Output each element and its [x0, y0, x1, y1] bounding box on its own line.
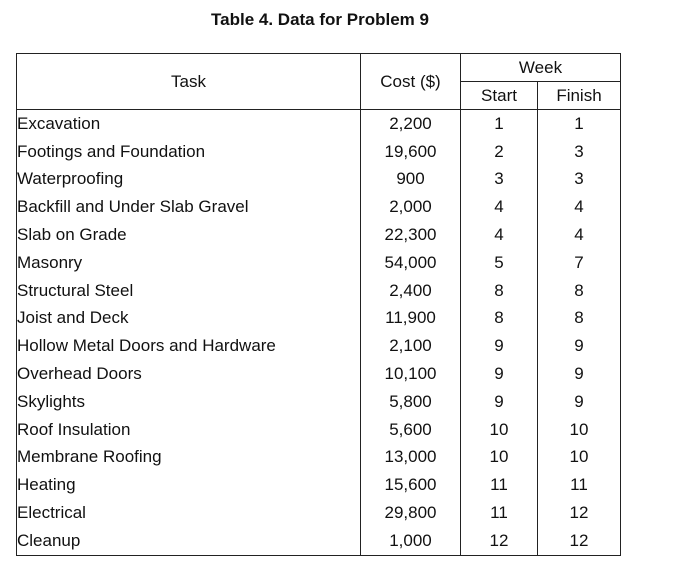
table-row [17, 277, 621, 305]
cost-cell: 29,800 [361, 499, 461, 527]
cost-cell: 1,000 [361, 527, 461, 555]
cost-cell: 5,600 [361, 416, 461, 444]
start-week-cell: 4 [461, 221, 538, 249]
header-finish: Finish [538, 82, 621, 110]
table-row [17, 471, 621, 499]
cost-cell: 22,300 [361, 221, 461, 249]
finish-week-cell: 3 [538, 166, 621, 194]
task-cell: Overhead Doors [17, 360, 361, 388]
start-week-cell: 11 [461, 499, 538, 527]
finish-week-cell: 1 [538, 110, 621, 138]
start-week-cell: 10 [461, 416, 538, 444]
finish-week-cell: 8 [538, 277, 621, 305]
finish-week-cell: 7 [538, 249, 621, 277]
task-cell: Slab on Grade [17, 221, 361, 249]
task-cell: Footings and Foundation [17, 138, 361, 166]
task-cell: Electrical [17, 499, 361, 527]
cost-cell: 5,800 [361, 388, 461, 416]
finish-week-cell: 9 [538, 388, 621, 416]
start-week-cell: 3 [461, 166, 538, 194]
cost-cell: 13,000 [361, 444, 461, 472]
task-cell: Hollow Metal Doors and Hardware [17, 332, 361, 360]
table-row [17, 332, 621, 360]
task-cell: Joist and Deck [17, 305, 361, 333]
start-week-cell: 9 [461, 388, 538, 416]
table-row [17, 416, 621, 444]
cost-cell: 54,000 [361, 249, 461, 277]
task-cell: Roof Insulation [17, 416, 361, 444]
start-week-cell: 10 [461, 444, 538, 472]
task-cell: Skylights [17, 388, 361, 416]
finish-week-cell: 12 [538, 499, 621, 527]
table-caption: Table 4. Data for Problem 9 [211, 10, 429, 29]
header-cost: Cost ($) [361, 54, 461, 110]
table-row [17, 444, 621, 472]
header-row-1 [17, 54, 621, 82]
header-week: Week [461, 54, 621, 82]
start-week-cell: 11 [461, 471, 538, 499]
finish-week-cell: 4 [538, 193, 621, 221]
cost-cell: 10,100 [361, 360, 461, 388]
start-week-cell: 8 [461, 305, 538, 333]
start-week-cell: 12 [461, 527, 538, 555]
task-data-table [16, 53, 621, 556]
start-week-cell: 8 [461, 277, 538, 305]
finish-week-cell: 9 [538, 332, 621, 360]
task-cell: Structural Steel [17, 277, 361, 305]
finish-week-cell: 4 [538, 221, 621, 249]
table-row [17, 305, 621, 333]
cost-cell: 2,400 [361, 277, 461, 305]
start-week-cell: 2 [461, 138, 538, 166]
cost-cell: 900 [361, 166, 461, 194]
finish-week-cell: 10 [538, 416, 621, 444]
cost-cell: 15,600 [361, 471, 461, 499]
task-cell: Membrane Roofing [17, 444, 361, 472]
header-task: Task [17, 54, 361, 110]
cost-cell: 2,000 [361, 193, 461, 221]
task-cell: Heating [17, 471, 361, 499]
finish-week-cell: 9 [538, 360, 621, 388]
finish-week-cell: 12 [538, 527, 621, 555]
cost-cell: 11,900 [361, 305, 461, 333]
start-week-cell: 1 [461, 110, 538, 138]
task-cell: Waterproofing [17, 166, 361, 194]
start-week-cell: 5 [461, 249, 538, 277]
table-row [17, 499, 621, 527]
cost-cell: 19,600 [361, 138, 461, 166]
task-cell: Backfill and Under Slab Gravel [17, 193, 361, 221]
finish-week-cell: 3 [538, 138, 621, 166]
table-row [17, 360, 621, 388]
table-body [17, 110, 621, 556]
table-row [17, 527, 621, 555]
start-week-cell: 4 [461, 193, 538, 221]
task-cell: Masonry [17, 249, 361, 277]
finish-week-cell: 8 [538, 305, 621, 333]
table-row [17, 221, 621, 249]
finish-week-cell: 10 [538, 444, 621, 472]
cost-cell: 2,100 [361, 332, 461, 360]
table-row [17, 193, 621, 221]
table-row [17, 388, 621, 416]
table-row [17, 110, 621, 138]
table-row [17, 249, 621, 277]
cost-cell: 2,200 [361, 110, 461, 138]
start-week-cell: 9 [461, 332, 538, 360]
task-cell: Cleanup [17, 527, 361, 555]
table-row [17, 166, 621, 194]
finish-week-cell: 11 [538, 471, 621, 499]
task-cell: Excavation [17, 110, 361, 138]
start-week-cell: 9 [461, 360, 538, 388]
table-row [17, 138, 621, 166]
header-start: Start [461, 82, 538, 110]
